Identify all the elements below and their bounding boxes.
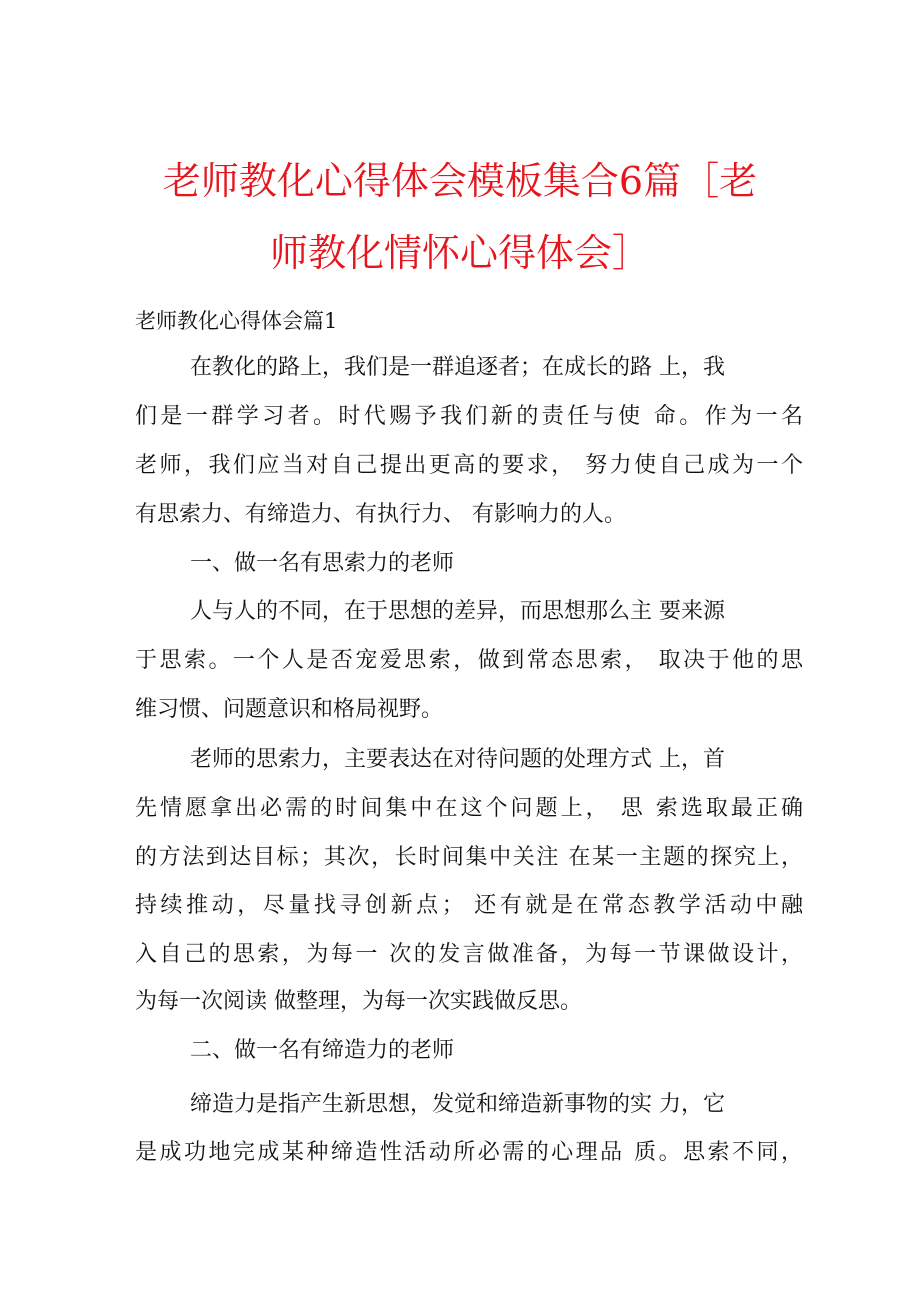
paragraph-line: 为每一次阅读 做整理，为每一次实践做反思。 (135, 989, 582, 1014)
subsection-heading: 二、做一名有缔造力的老师 (190, 1038, 455, 1063)
paragraph-line: 持续推动，尽量找寻创新点； 还有就是在常态教学活动中融 (135, 893, 803, 918)
paragraph-line: 是成功地完成某种缔造性活动所必需的心理品 质。思索不同， (135, 1140, 803, 1165)
paragraph-line: 有思索力、有缔造力、有执行力、 有影响力的人。 (135, 502, 626, 527)
document-title-line-1: 老师教化心得体会模板集合6篇［老 (162, 159, 758, 203)
paragraph-line: 的方法到达目标；其次，长时间集中关注 在某一主题的探究上， (135, 845, 803, 870)
document-title-line-2: 师教化情怀心得体会］ (269, 231, 650, 275)
paragraph-line: 老师，我们应当对自己提出更高的要求， 努力使自己成为一个 (135, 453, 803, 478)
subsection-heading: 一、做一名有思索力的老师 (190, 551, 455, 576)
section-heading: 老师教化心得体会篇1 (135, 309, 338, 333)
paragraph-line: 人与人的不同，在于思想的差异，而思想那么主 要来源 (190, 599, 725, 624)
paragraph-line: 维习惯、问题意识和格局视野。 (135, 697, 444, 722)
paragraph-line: 缔造力是指产生新思想，发觉和缔造新事物的实 力，它 (190, 1092, 725, 1117)
paragraph-line: 们是一群学习者。时代赐予我们新的责任与使 命。作为一名 (135, 404, 803, 429)
paragraph-line: 在教化的路上，我们是一群追逐者；在成长的路 上，我 (190, 355, 725, 380)
paragraph-line: 于思索。一个人是否宠爱思索，做到常态思索， 取决于他的思 (135, 648, 803, 673)
paragraph-line: 入自己的思索，为每一 次的发言做准备，为每一节课做设计， (135, 942, 803, 967)
paragraph-line: 先情愿拿出必需的时间集中在这个问题上， 思 索选取最正确 (135, 796, 803, 821)
paragraph-line: 老师的思索力，主要表达在对待问题的处理方式 上，首 (190, 747, 725, 772)
